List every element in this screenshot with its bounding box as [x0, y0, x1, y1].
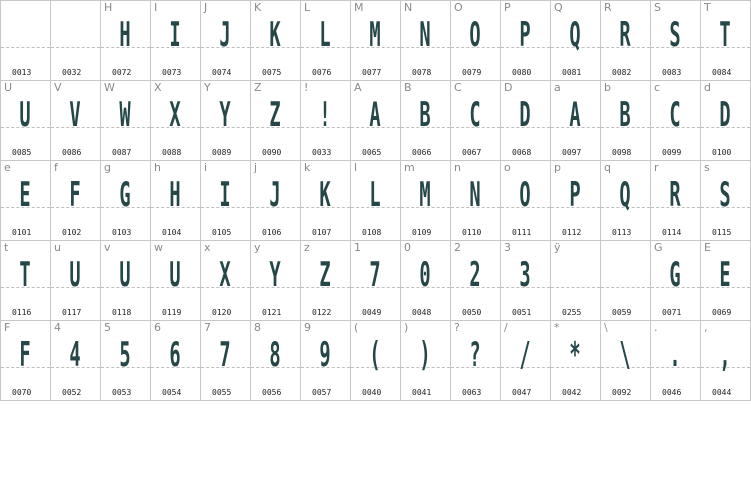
character-label: A	[354, 81, 362, 94]
glyph-cell	[500, 0, 550, 80]
character-code: 0077	[362, 68, 382, 77]
glyph-preview: U	[119, 255, 131, 295]
glyph-cell	[650, 320, 700, 400]
character-code: 0079	[462, 68, 482, 77]
character-label: U	[4, 81, 13, 94]
character-code: 0066	[412, 148, 432, 157]
glyph-cell	[700, 240, 750, 320]
character-label: 9	[304, 321, 311, 334]
character-code: 0052	[62, 388, 82, 397]
character-code: 0065	[362, 148, 382, 157]
glyph-preview: X	[219, 255, 231, 295]
glyph-preview: Z	[269, 95, 281, 135]
glyph-cell	[350, 80, 400, 160]
character-label: (	[354, 321, 359, 334]
character-code: 0013	[12, 68, 32, 77]
character-code: 0076	[312, 68, 332, 77]
character-label: f	[54, 161, 58, 174]
character-code: 0044	[712, 388, 732, 397]
glyph-preview: O	[519, 175, 531, 215]
character-label: b	[604, 81, 611, 94]
glyph-preview: E	[19, 175, 31, 215]
character-code: 0072	[112, 68, 132, 77]
glyph-preview: 6	[169, 335, 181, 375]
glyph-preview: 7	[369, 255, 381, 295]
character-code: 0085	[12, 148, 32, 157]
glyph-cell	[250, 0, 300, 80]
character-label: *	[554, 321, 560, 334]
character-label: 7	[204, 321, 211, 334]
glyph-preview: I	[219, 175, 231, 215]
character-label: 5	[104, 321, 111, 334]
glyph-cell	[450, 320, 500, 400]
character-label: o	[504, 161, 511, 174]
glyph-preview: U	[69, 255, 81, 295]
glyph-cell	[550, 0, 600, 80]
character-code: 0069	[712, 308, 732, 317]
glyph-preview: )	[419, 335, 431, 375]
glyph-preview: D	[719, 95, 731, 135]
glyph-cell	[700, 160, 750, 240]
glyph-cell	[50, 0, 100, 80]
glyph-cell	[450, 0, 500, 80]
glyph-cell	[650, 160, 700, 240]
character-code: 0057	[312, 388, 332, 397]
character-code: 0078	[412, 68, 432, 77]
character-label: 0	[404, 241, 411, 254]
glyph-preview: B	[619, 95, 631, 135]
character-code: 0048	[412, 308, 432, 317]
character-label: w	[154, 241, 163, 254]
glyph-cell	[300, 160, 350, 240]
character-code: 0084	[712, 68, 732, 77]
glyph-preview: B	[419, 95, 431, 135]
glyph-preview: P	[569, 175, 581, 215]
character-code: 0053	[112, 388, 132, 397]
glyph-cell	[500, 320, 550, 400]
character-code: 0106	[262, 228, 282, 237]
character-label: e	[4, 161, 11, 174]
glyph-cell	[600, 0, 650, 80]
character-label: D	[504, 81, 513, 94]
character-code: 0047	[512, 388, 532, 397]
glyph-preview: ,	[719, 335, 731, 375]
glyph-preview: /	[519, 335, 531, 375]
glyph-cell	[550, 320, 600, 400]
character-label: N	[404, 1, 413, 14]
glyph-preview	[61, 15, 89, 55]
glyph-cell	[100, 80, 150, 160]
character-code: 0063	[462, 388, 482, 397]
glyph-cell	[500, 240, 550, 320]
character-label: K	[254, 1, 262, 14]
glyph-preview: L	[319, 15, 331, 55]
glyph-preview: 9	[319, 335, 331, 375]
character-label: V	[54, 81, 62, 94]
character-label: 4	[54, 321, 61, 334]
glyph-cell	[600, 320, 650, 400]
character-label: c	[654, 81, 661, 94]
character-label: l	[354, 161, 358, 174]
character-code: 0099	[662, 148, 682, 157]
glyph-preview: M	[419, 175, 431, 215]
character-code: 0067	[462, 148, 482, 157]
character-code: 0075	[262, 68, 282, 77]
glyph-cell	[650, 0, 700, 80]
glyph-cell	[300, 320, 350, 400]
glyph-preview: I	[169, 15, 181, 55]
glyph-cell	[250, 160, 300, 240]
character-code: 0071	[662, 308, 682, 317]
glyph-cell	[200, 160, 250, 240]
glyph-preview: R	[669, 175, 681, 215]
glyph-preview: W	[119, 95, 131, 135]
character-label: X	[154, 81, 162, 94]
glyph-cell	[700, 0, 750, 80]
character-label: i	[204, 161, 208, 174]
glyph-cell	[250, 320, 300, 400]
glyph-preview: T	[719, 15, 731, 55]
glyph-cell	[300, 0, 350, 80]
glyph-cell	[50, 80, 100, 160]
character-code: 0080	[512, 68, 532, 77]
glyph-cell	[650, 240, 700, 320]
glyph-cell	[500, 80, 550, 160]
character-label: J	[204, 1, 208, 14]
character-code: 0122	[312, 308, 332, 317]
glyph-cell	[0, 0, 50, 80]
glyph-cell	[150, 320, 200, 400]
character-code: 0112	[562, 228, 582, 237]
glyph-cell	[600, 80, 650, 160]
glyph-preview: H	[169, 175, 181, 215]
character-code: 0059	[612, 308, 632, 317]
character-code: 0049	[362, 308, 382, 317]
character-label: Y	[204, 81, 211, 94]
glyph-preview: Y	[269, 255, 281, 295]
character-code: 0042	[562, 388, 582, 397]
character-label: n	[454, 161, 461, 174]
glyph-cell	[450, 160, 500, 240]
character-label: Z	[254, 81, 262, 94]
character-label: P	[504, 1, 511, 14]
character-code: 0040	[362, 388, 382, 397]
glyph-cell	[0, 160, 50, 240]
glyph-cell	[100, 0, 150, 80]
character-label: j	[254, 161, 258, 174]
grid-horizontal-line	[0, 400, 751, 401]
glyph-cell	[100, 320, 150, 400]
glyph-cell	[200, 80, 250, 160]
glyph-preview: F	[69, 175, 81, 215]
glyph-cell	[350, 240, 400, 320]
glyph-preview: S	[719, 175, 731, 215]
glyph-cell	[400, 0, 450, 80]
character-code: 0117	[62, 308, 82, 317]
character-label: H	[104, 1, 113, 14]
character-label: g	[104, 161, 111, 174]
character-label: C	[454, 81, 462, 94]
character-label: p	[554, 161, 561, 174]
character-label: B	[404, 81, 412, 94]
glyph-cell	[250, 240, 300, 320]
glyph-cell	[100, 160, 150, 240]
glyph-preview: V	[69, 95, 81, 135]
character-label: L	[304, 1, 311, 14]
character-code: 0092	[612, 388, 632, 397]
glyph-preview: 7	[219, 335, 231, 375]
glyph-preview: X	[169, 95, 181, 135]
glyph-preview: U	[19, 95, 31, 135]
character-code: 0089	[212, 148, 232, 157]
character-code: 0033	[312, 148, 332, 157]
glyph-preview: A	[569, 95, 581, 135]
character-code: 0097	[562, 148, 582, 157]
glyph-cell	[650, 80, 700, 160]
character-code: 0090	[262, 148, 282, 157]
character-code: 0114	[662, 228, 682, 237]
glyph-cell	[150, 240, 200, 320]
character-label: s	[704, 161, 710, 174]
character-code: 0032	[62, 68, 82, 77]
character-label: G	[654, 241, 663, 254]
glyph-preview: H	[119, 15, 131, 55]
character-code: 0046	[662, 388, 682, 397]
character-code: 0082	[612, 68, 632, 77]
glyph-cell	[300, 240, 350, 320]
character-label: W	[104, 81, 115, 94]
character-code: 0102	[62, 228, 82, 237]
glyph-preview: 0	[419, 255, 431, 295]
glyph-preview: M	[369, 15, 381, 55]
character-label: E	[704, 241, 711, 254]
character-label: I	[154, 1, 158, 14]
character-code: 0087	[112, 148, 132, 157]
glyph-cell	[200, 320, 250, 400]
glyph-cell	[700, 80, 750, 160]
character-label: ?	[454, 321, 460, 334]
character-code: 0081	[562, 68, 582, 77]
glyph-cell	[50, 240, 100, 320]
glyph-cell	[550, 160, 600, 240]
character-code: 0070	[12, 388, 32, 397]
character-label: )	[404, 321, 409, 334]
character-code: 0098	[612, 148, 632, 157]
glyph-cell	[550, 80, 600, 160]
character-label: t	[4, 241, 9, 254]
character-code: 0105	[212, 228, 232, 237]
glyph-preview: J	[219, 15, 231, 55]
character-label: Q	[554, 1, 563, 14]
character-label: ÿ	[554, 241, 561, 254]
character-label: k	[304, 161, 311, 174]
glyph-preview: *	[569, 335, 581, 375]
glyph-cell	[600, 160, 650, 240]
glyph-preview: P	[519, 15, 531, 55]
glyph-cell	[300, 80, 350, 160]
glyph-preview: R	[619, 15, 631, 55]
character-label: 8	[254, 321, 261, 334]
glyph-cell	[200, 240, 250, 320]
glyph-cell	[50, 320, 100, 400]
character-code: 0111	[512, 228, 532, 237]
glyph-cell	[350, 160, 400, 240]
glyph-cell	[400, 240, 450, 320]
character-code: 0073	[162, 68, 182, 77]
character-label: 2	[454, 241, 461, 254]
character-code: 0083	[662, 68, 682, 77]
character-code: 0041	[412, 388, 432, 397]
character-code: 0104	[162, 228, 182, 237]
character-label: O	[454, 1, 463, 14]
glyph-preview: U	[169, 255, 181, 295]
glyph-preview: N	[469, 175, 481, 215]
glyph-cell	[400, 160, 450, 240]
character-label: .	[654, 321, 658, 334]
character-code: 0116	[12, 308, 32, 317]
glyph-preview: C	[669, 95, 681, 135]
glyph-preview: Q	[619, 175, 631, 215]
glyph-cell	[150, 80, 200, 160]
character-code: 0115	[712, 228, 732, 237]
character-code: 0101	[12, 228, 32, 237]
character-code: 0119	[162, 308, 182, 317]
glyph-preview: E	[719, 255, 731, 295]
character-code: 0107	[312, 228, 332, 237]
glyph-preview: !	[319, 95, 331, 135]
glyph-preview: K	[319, 175, 331, 215]
character-label: T	[704, 1, 711, 14]
glyph-preview: 2	[469, 255, 481, 295]
glyph-preview	[611, 255, 639, 295]
glyph-preview: .	[669, 335, 681, 375]
glyph-preview: S	[669, 15, 681, 55]
glyph-preview: L	[369, 175, 381, 215]
glyph-cell	[500, 160, 550, 240]
glyph-cell	[0, 240, 50, 320]
glyph-preview: Z	[319, 255, 331, 295]
character-label: u	[54, 241, 61, 254]
character-code: 0074	[212, 68, 232, 77]
glyph-preview: 5	[119, 335, 131, 375]
glyph-cell	[100, 240, 150, 320]
character-code: 0054	[162, 388, 182, 397]
character-label: F	[4, 321, 11, 334]
glyph-preview: (	[369, 335, 381, 375]
character-label: ,	[704, 321, 708, 334]
character-label: 3	[504, 241, 511, 254]
character-code: 0088	[162, 148, 182, 157]
glyph-preview	[561, 255, 589, 295]
character-code: 0120	[212, 308, 232, 317]
glyph-preview: A	[369, 95, 381, 135]
glyph-preview: N	[419, 15, 431, 55]
glyph-preview: K	[269, 15, 281, 55]
glyph-cell	[250, 80, 300, 160]
glyph-preview: T	[19, 255, 31, 295]
glyph-cell	[0, 80, 50, 160]
glyph-cell	[350, 0, 400, 80]
character-label: 6	[154, 321, 161, 334]
glyph-preview	[11, 15, 39, 55]
character-label: S	[654, 1, 661, 14]
glyph-cell	[350, 320, 400, 400]
character-label: q	[604, 161, 611, 174]
glyph-preview: J	[269, 175, 281, 215]
glyph-preview: F	[19, 335, 31, 375]
glyph-cell	[400, 80, 450, 160]
character-code: 0086	[62, 148, 82, 157]
glyph-cell	[150, 160, 200, 240]
character-code: 0055	[212, 388, 232, 397]
glyph-preview: D	[519, 95, 531, 135]
character-code: 0103	[112, 228, 132, 237]
character-code: 0110	[462, 228, 482, 237]
character-label: y	[254, 241, 261, 254]
glyph-preview: Y	[219, 95, 231, 135]
glyph-cell	[450, 240, 500, 320]
character-code: 0050	[462, 308, 482, 317]
character-label: v	[104, 241, 111, 254]
character-label: r	[654, 161, 659, 174]
character-code: 0118	[112, 308, 132, 317]
character-code: 0109	[412, 228, 432, 237]
character-code: 0068	[512, 148, 532, 157]
character-code: 0051	[512, 308, 532, 317]
glyph-cell	[450, 80, 500, 160]
character-label: \	[604, 321, 608, 334]
character-label: 1	[354, 241, 361, 254]
character-code: 0255	[562, 308, 582, 317]
character-label: h	[154, 161, 161, 174]
glyph-cell	[200, 0, 250, 80]
character-label: d	[704, 81, 711, 94]
character-code: 0121	[262, 308, 282, 317]
character-code: 0056	[262, 388, 282, 397]
character-label: !	[304, 81, 309, 94]
glyph-cell	[400, 320, 450, 400]
character-label: M	[354, 1, 364, 14]
character-label: x	[204, 241, 211, 254]
glyph-preview: G	[119, 175, 131, 215]
character-label: R	[604, 1, 612, 14]
glyph-cell	[150, 0, 200, 80]
character-label: m	[404, 161, 415, 174]
glyph-preview: O	[469, 15, 481, 55]
glyph-preview: ?	[469, 335, 481, 375]
character-code: 0108	[362, 228, 382, 237]
character-code: 0100	[712, 148, 732, 157]
glyph-cell	[550, 240, 600, 320]
glyph-preview: 4	[69, 335, 81, 375]
character-label: a	[554, 81, 561, 94]
glyph-preview: 3	[519, 255, 531, 295]
character-code: 0113	[612, 228, 632, 237]
glyph-cell	[50, 160, 100, 240]
glyph-preview: \	[619, 335, 631, 375]
glyph-preview: C	[469, 95, 481, 135]
character-label: /	[504, 321, 508, 334]
glyph-cell	[700, 320, 750, 400]
glyph-preview: Q	[569, 15, 581, 55]
glyph-preview: 8	[269, 335, 281, 375]
glyph-preview: G	[669, 255, 681, 295]
character-label: z	[304, 241, 310, 254]
glyph-cell	[0, 320, 50, 400]
glyph-cell	[600, 240, 650, 320]
